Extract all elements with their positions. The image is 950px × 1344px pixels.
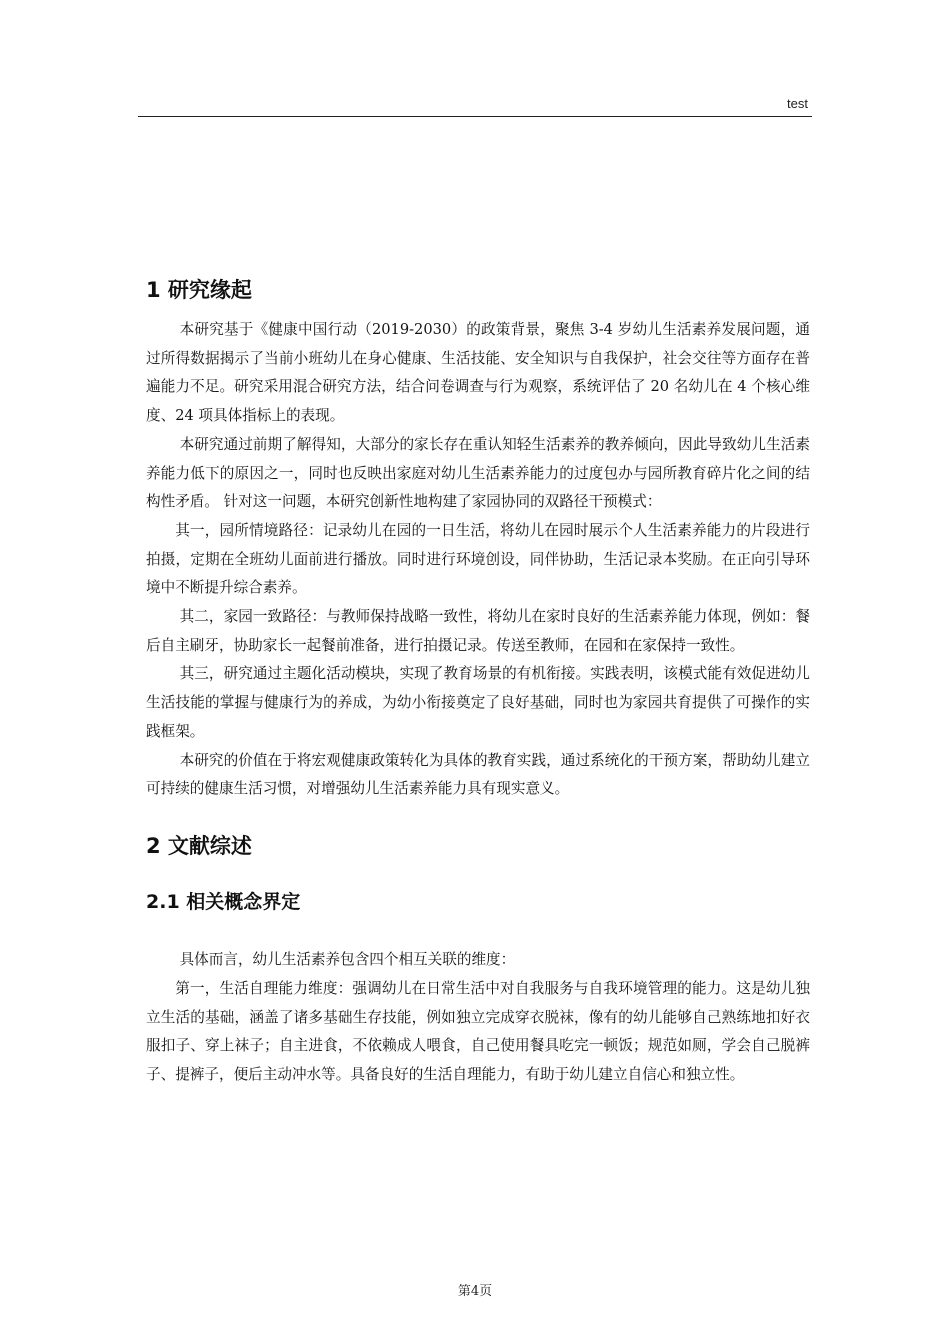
document-body: [146, 270, 810, 1090]
paragraph: 其二，家园一致路径：与教师保持战略一致性，将幼儿在家时良好的生活素养能力体现，例如：餐后自主刷牙，协助家长一起餐前准备，进行拍摄记录。传送至教师，在园和在家保持一致性。: [146, 608, 810, 654]
paragraph: 本研究的价值在于将宏观健康政策转化为具体的教育实践，通过系统化的干预方案，帮助幼儿建立可持续的健康生活习惯，对增强幼儿生活素养能力具有现实意义。: [146, 751, 810, 798]
header-text: test: [787, 96, 808, 111]
section-1-body: [146, 316, 810, 804]
page-number: 第4页: [457, 1284, 493, 1299]
paragraph: 其一，园所情境路径：记录幼儿在园的一日生活，将幼儿在园时展示个人生活素养能力的片段进行拍摄，定期在全班幼儿面前进行播放。同时进行环境创设，同伴协助，生活记录本奖励。在正向引导环境中不断提升综合素养。: [146, 521, 810, 597]
paragraph: 本研究基于《健康中国行动（2019-2030）的政策背景，聚焦 3-4 岁幼儿生活素养发展问题，通过所得数据揭示了当前小班幼儿在身心健康、生活技能、安全知识与自我保护，社会交往等方面存在普遍能力不足。研究采用混合研究方法，结合问卷调查与行为观察，系统评估了 20 名幼儿在 4 个核心维度、24 项具体指标上的表现。: [146, 321, 810, 425]
paragraph: 第一，生活自理能力维度：强调幼儿在日常生活中对自我服务与自我环境管理的能力。这是幼儿独立生活的基础，涵盖了诸多基础生存技能，例如独立完成穿衣脱袜，像有的幼儿能够自己熟练地扣好衣服扣子、穿上袜子；自主进食，不依赖成人喂食，自己使用餐具吃完一顿饭；规范如厕，学会自己脱裤子、提裤子，便后主动冲水等。具备良好的生活自理能力，有助于幼儿建立自信心和独立性。: [146, 979, 810, 1084]
section-2-1-heading: 2.1 相关概念界定: [146, 890, 301, 913]
paragraph: 具体而言，幼儿生活素养包含四个相互关联的维度：: [179, 950, 516, 968]
section-2-heading: 2 文献综述: [146, 833, 252, 858]
paragraph: 本研究通过前期了解得知，大部分的家长存在重认知轻生活素养的教养倾向，因此导致幼儿生活素养能力低下的原因之一，同时也反映出家庭对幼儿生活素养能力的过度包办与园所教育碎片化之间的结构性矛盾。 针对这一问题，本研究创新性地构建了家园协同的双路径干预模式：: [146, 435, 810, 511]
paragraph: 其三，研究通过主题化活动模块，实现了教育场景的有机衔接。实践表明，该模式能有效促进幼儿生活技能的掌握与健康行为的养成，为幼小衔接奠定了良好基础，同时也为家园共育提供了可操作的实践框架。: [146, 665, 810, 740]
section-1-heading: 1 研究缘起: [146, 278, 252, 302]
section-2-1-body: [146, 946, 810, 1090]
page-header: [138, 96, 812, 117]
